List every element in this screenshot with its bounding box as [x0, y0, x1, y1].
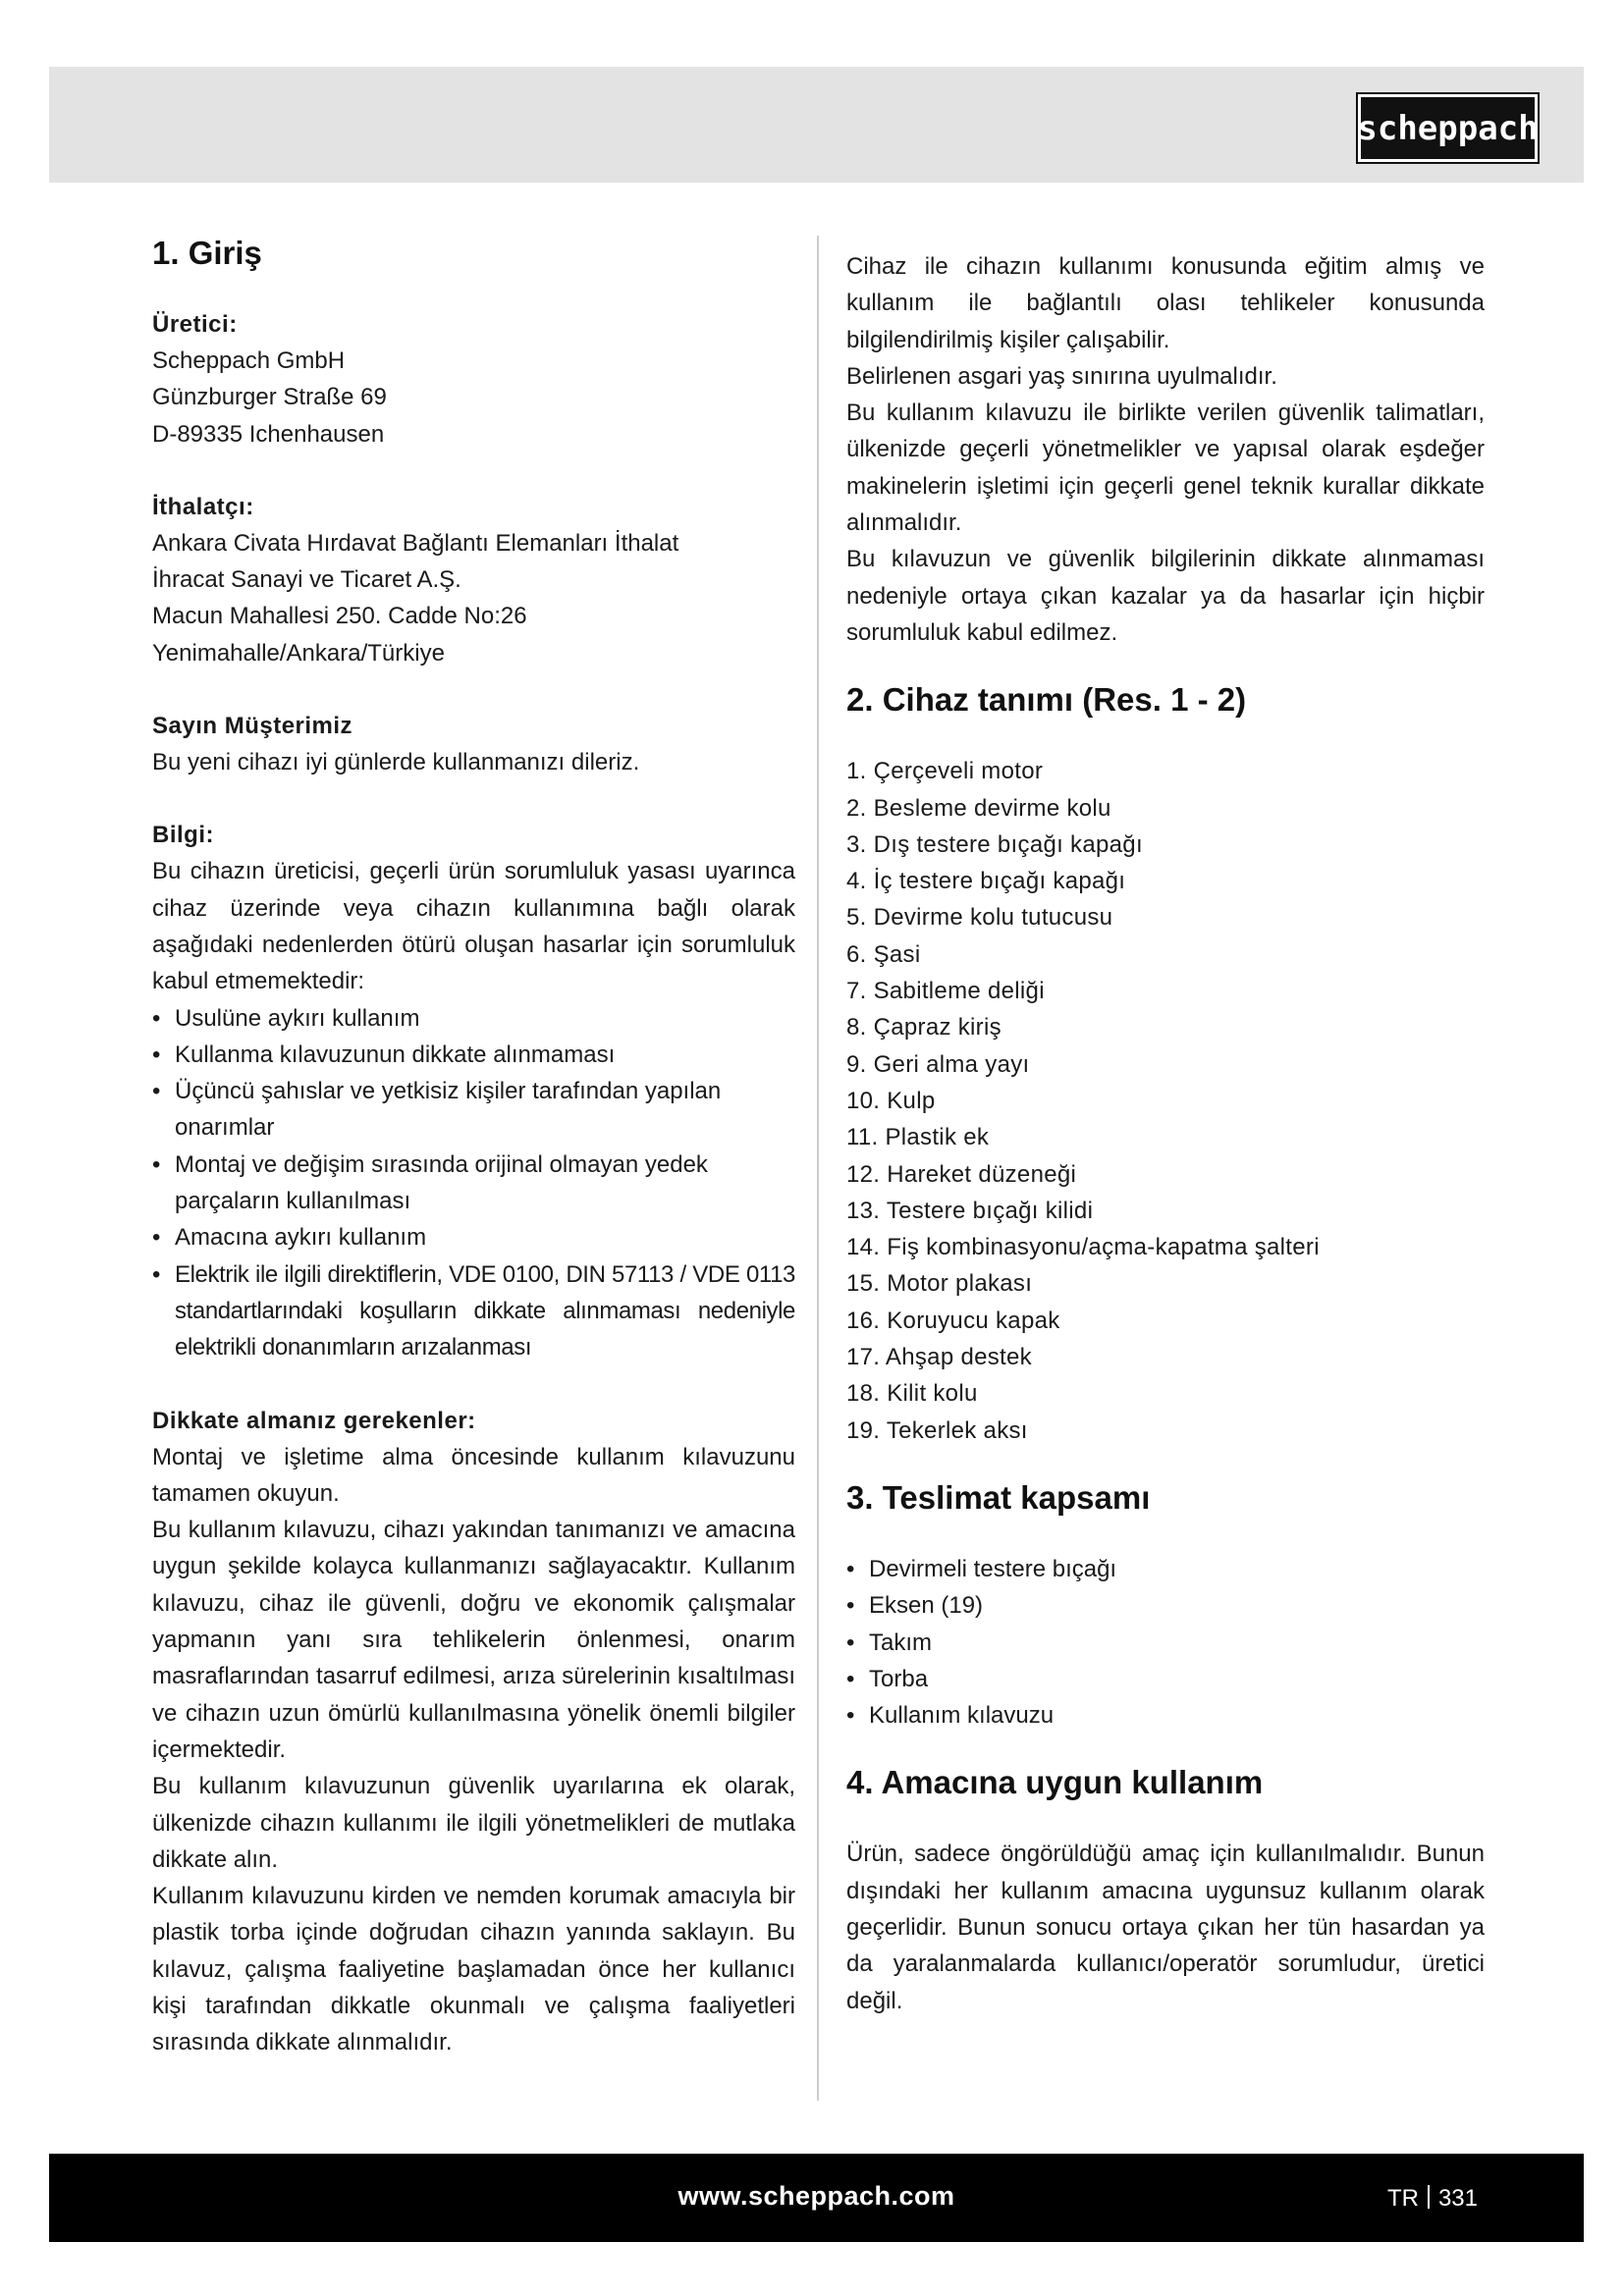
customer-label: Sayın Müşterimiz — [152, 713, 353, 740]
importer-line: Macun Mahallesi 250. Cadde No:26 — [152, 603, 527, 630]
list-item: • Torba — [846, 1661, 1485, 1697]
notes-paragraph: Bu kullanım kılavuzu, cihazı yakından tanımanızı ve amacına uygun şekilde kolayca kullanmanızı sağlayacaktır. Kullanım kılavuzu, cihaz ile güvenli, doğru ve ekonomik çalışmalar yapmanın yanı sıra tehlikelerin önlenmesi, onarım masraflarından tasarruf edilmesi, arıza sürelerinin kısaltılması ve cihazın uzun ömürlü kullanılmasına yönelik önemli bilgiler içermektedir. — [152, 1517, 795, 1763]
page-number-value: 331 — [1437, 2185, 1478, 2212]
importer-line: İhracat Sanayi ve Ticaret A.Ş. — [152, 566, 461, 594]
list-item: 7. Sabitleme deliği — [846, 978, 1045, 1005]
intro-paragraph: Bu kılavuzun ve güvenlik bilgilerinin dikkate alınmaması nedeniyle ortaya çıkan kazalar ya da hasarlar için hiçbir sorumluluk kabul edilmez. — [846, 546, 1485, 646]
section-4-title: 4. Amacına uygun kullanım — [846, 1764, 1264, 1801]
manufacturer-line: Günzburger Straße 69 — [152, 384, 387, 411]
website-link[interactable]: www.scheppach.com — [677, 2181, 955, 2211]
list-item: • Kullanma kılavuzunun dikkate alınmaması — [152, 1037, 795, 1073]
page-number — [1387, 2185, 1478, 2213]
left-column — [152, 234, 795, 2061]
list-item: 14. Fiş kombinasyonu/açma-kapatma şalteri — [846, 1234, 1320, 1261]
list-item: 16. Koruyucu kapak — [846, 1307, 1060, 1334]
manufacturer-line: D-89335 Ichenhausen — [152, 420, 385, 448]
notes-paragraph: Bu kullanım kılavuzunun güvenlik uyarılarına ek olarak, ülkenizde cihazın kullanımı ile ilgili yönetmelikleri de mutlaka dikkate alın. — [152, 1773, 795, 1873]
list-item: 12. Hareket düzeneği — [846, 1160, 1077, 1188]
intro-paragraph: Bu kullanım kılavuzu ile birlikte verilen güvenlik talimatları, ülkenizde geçerli yönetmelikler ve yapısal olarak eşdeğer makinelerin işletimi için geçerli genel teknik kurallar dikkate alınmalıdır. — [846, 400, 1485, 537]
info-bullet-list — [152, 1000, 795, 1366]
list-item: 19. Tekerlek aksı — [846, 1416, 1028, 1444]
list-item: 5. Devirme kolu tutucusu — [846, 904, 1113, 932]
info-label: Bilgi: — [152, 822, 214, 849]
list-item: 17. Ahşap destek — [846, 1344, 1032, 1371]
list-item: 15. Motor plakası — [846, 1270, 1033, 1298]
info-text: Bu cihazın üreticisi, geçerli ürün sorumluluk yasası uyarınca cihaz üzerinde veya cihazın kullanımına bağlı olarak aşağıdaki nedenlerden ötürü oluşan hasarlar için sorumluluk kabul etmemektedir: — [152, 858, 795, 995]
usage-text: Ürün, sadece öngörüldüğü amaç için kullanılmalıdır. Bunun dışındaki her kullanım amacına uygunsuz kullanım olarak geçerlidir. Bunun sonucu ortaya çıkan her tün hasardan ya da yaralanmalarda kullanıcı/operatör sorumludur, üretici değil. — [846, 1841, 1485, 2014]
list-item: • Devirmeli testere bıçağı — [846, 1551, 1485, 1587]
list-item: 3. Dış testere bıçağı kapağı — [846, 830, 1143, 858]
list-item: • Kullanım kılavuzu — [846, 1697, 1485, 1734]
list-item: • Usulüne aykırı kullanım — [152, 1000, 795, 1037]
manufacturer-line: Scheppach GmbH — [152, 347, 346, 374]
importer-line: Ankara Civata Hırdavat Bağlantı Elemanları İthalat — [152, 529, 679, 557]
footer-bar — [49, 2154, 1584, 2242]
delivery-list — [846, 1551, 1485, 1734]
language-code: TR — [1386, 2185, 1419, 2212]
list-item: 11. Plastik ek — [846, 1124, 990, 1151]
list-item: • Montaj ve değişim sırasında orijinal olmayan yedek parçaların kullanılması — [152, 1147, 795, 1220]
right-column — [846, 248, 1485, 2019]
intro-paragraph: Belirlenen asgari yaş sınırına uyulmalıdır. — [846, 362, 1277, 390]
importer-label: İthalatçı: — [152, 493, 254, 520]
parts-list — [846, 753, 1485, 1449]
section-1-title: 1. Giriş — [152, 235, 262, 271]
list-item: 2. Besleme devirme kolu — [846, 794, 1111, 822]
notes-paragraph: Montaj ve işletime alma öncesinde kullanım kılavuzunu tamamen okuyun. — [152, 1443, 795, 1507]
header-band — [49, 67, 1584, 183]
scheppach-logo: scheppach — [1358, 94, 1538, 162]
list-item: 10. Kulp — [846, 1087, 936, 1114]
intro-paragraph: Cihaz ile cihazın kullanımı konusunda eğitim almış ve kullanım ile bağlantılı olası tehlikeler konusunda bilgilendirilmiş kişiler çalışabilir. — [846, 253, 1485, 353]
list-item: • Elektrik ile ilgili direktiflerin, VDE 0100, DIN 57113 / VDE 0113 standartlarındaki koşulların dikkate alınmaması nedeniyle elektrikli donanımların arızalanması — [152, 1256, 795, 1366]
list-item: 1. Çerçeveli motor — [846, 758, 1044, 785]
list-item: 9. Geri alma yayı — [846, 1050, 1030, 1078]
manufacturer-label: Üretici: — [152, 311, 238, 338]
section-2-title: 2. Cihaz tanımı (Res. 1 - 2) — [846, 681, 1247, 719]
list-item: • Takım — [846, 1625, 1485, 1661]
list-item: 18. Kilit kolu — [846, 1380, 978, 1408]
list-item: 6. Şasi — [846, 940, 921, 968]
list-item: 8. Çapraz kiriş — [846, 1014, 1001, 1041]
list-item: 4. İç testere bıçağı kapağı — [846, 868, 1126, 895]
importer-line: Yenimahalle/Ankara/Türkiye — [152, 639, 445, 667]
notes-label: Dikkate almanız gerekenler: — [152, 1407, 476, 1434]
notes-paragraph: Kullanım kılavuzunu kirden ve nemden korumak amacıyla bir plastik torba içinde doğrudan cihazın yanında saklayın. Bu kılavuz, çalışma faaliyetine başlamadan önce her kullanıcı kişi tarafından dikkatle okunmalı ve çalışma faaliyetleri sırasında dikkate alınmalıdır. — [152, 1883, 795, 2056]
list-item: • Üçüncü şahıslar ve yetkisiz kişiler tarafından yapılan onarımlar — [152, 1073, 795, 1147]
customer-text: Bu yeni cihazı iyi günlerde kullanmanızı dileriz. — [152, 749, 640, 776]
list-item: • Amacına aykırı kullanım — [152, 1219, 795, 1255]
list-item: 13. Testere bıçağı kilidi — [846, 1197, 1094, 1224]
section-3-title: 3. Teslimat kapsamı — [846, 1478, 1151, 1516]
column-divider — [817, 236, 819, 2101]
list-item: • Eksen (19) — [846, 1587, 1485, 1624]
